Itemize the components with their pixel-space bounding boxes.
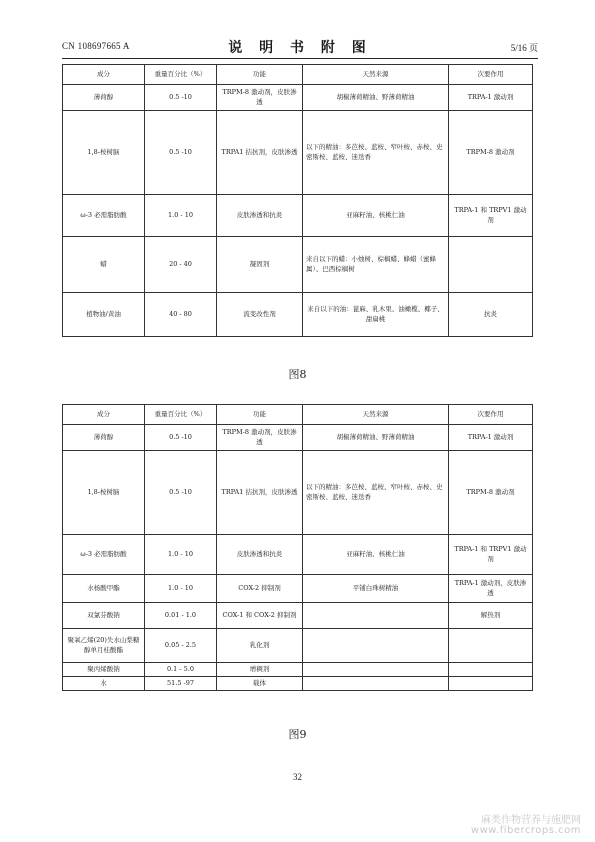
table-cell: 来自以下的油：蓖麻、乳木果、油橄榄、椰子、甜扁桃 xyxy=(303,293,449,337)
table-cell: TRPA-1 和 TRPV1 激动剂 xyxy=(449,195,533,237)
column-header: 天然来源 xyxy=(303,405,449,425)
table-cell: 水 xyxy=(63,677,145,691)
table-cell: 来自以下的蜡：小烛树、棕榈蜡、蜂蜡（蜜蜂属）、巴西棕榈树 xyxy=(303,237,449,293)
table-row xyxy=(63,663,533,677)
header-rule xyxy=(62,58,538,59)
table-cell: 胡椒薄荷精油、野薄荷精油 xyxy=(303,85,449,111)
table-cell: TRPA-1 激动剂 xyxy=(449,85,533,111)
watermark-url: www.fibercrops.com xyxy=(470,825,581,836)
table-row xyxy=(63,425,533,451)
table-cell: TRPA-1 激动剂 xyxy=(449,425,533,451)
table-cell: COX-1 和 COX-2 抑制剂 xyxy=(217,603,303,629)
table-cell: TRPA-1 激动剂，皮肤渗透 xyxy=(449,575,533,603)
table-cell: 抗炎 xyxy=(449,293,533,337)
table-cell: TRPA-1 和 TRPV1 激动剂 xyxy=(449,535,533,575)
watermark-title: 麻类作物营养与施肥网 xyxy=(481,815,581,826)
table-cell: 薄荷醇 xyxy=(63,85,145,111)
table-row xyxy=(63,85,533,111)
table-row xyxy=(63,575,533,603)
table-cell: 流变改性剂 xyxy=(217,293,303,337)
table-cell: 乳化剂 xyxy=(217,629,303,663)
table-row xyxy=(63,603,533,629)
page-number: 32 xyxy=(293,772,302,782)
table-row xyxy=(63,293,533,337)
column-header: 天然来源 xyxy=(303,65,449,85)
table-cell: 聚氧乙烯(20)失水山梨糖醇单月桂酸酯 xyxy=(63,629,145,663)
table-row xyxy=(63,237,533,293)
table-cell: ω-3 必需脂肪酸 xyxy=(63,535,145,575)
table-cell: 0.5 -10 xyxy=(145,451,217,535)
table-cell: TRPA1 拮抗剂，皮肤渗透 xyxy=(217,111,303,195)
page-title: 说 明 书 附 图 xyxy=(228,40,372,56)
table-cell: 胡椒薄荷精油、野薄荷精油 xyxy=(303,425,449,451)
table-cell: 0.5 -10 xyxy=(145,425,217,451)
table-cell: 平铺白珠树精油 xyxy=(303,575,449,603)
table-cell xyxy=(303,629,449,663)
table-cell: 解热剂 xyxy=(449,603,533,629)
table-cell: 薄荷醇 xyxy=(63,425,145,451)
ingredient-table-fig9 xyxy=(62,404,533,691)
column-header: 重量百分比（%） xyxy=(145,65,217,85)
column-header: 功能 xyxy=(217,65,303,85)
table-cell: 40 - 80 xyxy=(145,293,217,337)
table-cell xyxy=(449,629,533,663)
table-cell: 水杨酸甲酯 xyxy=(63,575,145,603)
table-cell xyxy=(449,237,533,293)
column-header: 功能 xyxy=(217,405,303,425)
table-cell: TRPM-8 激动剂，皮肤渗透 xyxy=(217,425,303,451)
table-cell: 20 - 40 xyxy=(145,237,217,293)
patent-number: CN 108697665 A xyxy=(62,41,130,51)
table-cell: 1,8-桉树脑 xyxy=(63,111,145,195)
table-row xyxy=(63,535,533,575)
table-cell: 51.5 -97 xyxy=(145,677,217,691)
table-cell xyxy=(303,603,449,629)
table-cell: ω-3 必需脂肪酸 xyxy=(63,195,145,237)
table-cell: 植物油/黄油 xyxy=(63,293,145,337)
table-cell: 0.5 -10 xyxy=(145,85,217,111)
column-header: 次要作用 xyxy=(449,65,533,85)
table-row xyxy=(63,677,533,691)
ingredient-table-fig8 xyxy=(62,64,533,337)
table-cell xyxy=(303,677,449,691)
table-cell: 亚麻籽油、核桃仁油 xyxy=(303,195,449,237)
table-cell: 亚麻籽油、核桃仁油 xyxy=(303,535,449,575)
table-cell: 以下的精油：多芭桉、蓝桉、窄叶桉、赤桉、史密斯桉、蓝桉、迷迭香 xyxy=(303,111,449,195)
column-header: 成分 xyxy=(63,65,145,85)
table-cell: TRPM-8 激动剂，皮肤渗透 xyxy=(217,85,303,111)
figure-caption: 图9 xyxy=(288,728,307,741)
table-cell: TRPM-8 激动剂 xyxy=(449,111,533,195)
table-cell xyxy=(303,663,449,677)
page-counter: 5/16 页 xyxy=(510,43,538,53)
table-cell: COX-2 抑制剂 xyxy=(217,575,303,603)
table-cell: 皮肤渗透和抗炎 xyxy=(217,195,303,237)
table-cell: TRPA1 拮抗剂，皮肤渗透 xyxy=(217,451,303,535)
table-row xyxy=(63,629,533,663)
column-header: 重量百分比（%） xyxy=(145,405,217,425)
table-cell: 皮肤渗透和抗炎 xyxy=(217,535,303,575)
table-cell: 1.0 - 10 xyxy=(145,195,217,237)
table-cell: 双氯芬酸钠 xyxy=(63,603,145,629)
table-cell: 增稠剂 xyxy=(217,663,303,677)
table-cell: 凝固剂 xyxy=(217,237,303,293)
figure-caption: 图8 xyxy=(288,368,307,381)
table-cell: 蜡 xyxy=(63,237,145,293)
table-cell: 载体 xyxy=(217,677,303,691)
table-cell xyxy=(449,677,533,691)
table-row xyxy=(63,111,533,195)
table-cell: 0.1 - 5.0 xyxy=(145,663,217,677)
table-row xyxy=(63,451,533,535)
page-header xyxy=(62,38,538,56)
table-cell: 0.05 - 2.5 xyxy=(145,629,217,663)
table-cell: 1.0 - 10 xyxy=(145,575,217,603)
table-cell: 以下的精油：多芭桉、蓝桉、窄叶桉、赤桉、史密斯桉、蓝桉、迷迭香 xyxy=(303,451,449,535)
column-header: 成分 xyxy=(63,405,145,425)
table-cell: TRPM-8 激动剂 xyxy=(449,451,533,535)
table-cell: 0.01 - 1.0 xyxy=(145,603,217,629)
table-cell: 1.0 - 10 xyxy=(145,535,217,575)
table-cell: 聚丙烯酸钠 xyxy=(63,663,145,677)
table-cell xyxy=(449,663,533,677)
table-row xyxy=(63,195,533,237)
table-cell: 1,8-桉树脑 xyxy=(63,451,145,535)
column-header: 次要作用 xyxy=(449,405,533,425)
table-cell: 0.5 -10 xyxy=(145,111,217,195)
